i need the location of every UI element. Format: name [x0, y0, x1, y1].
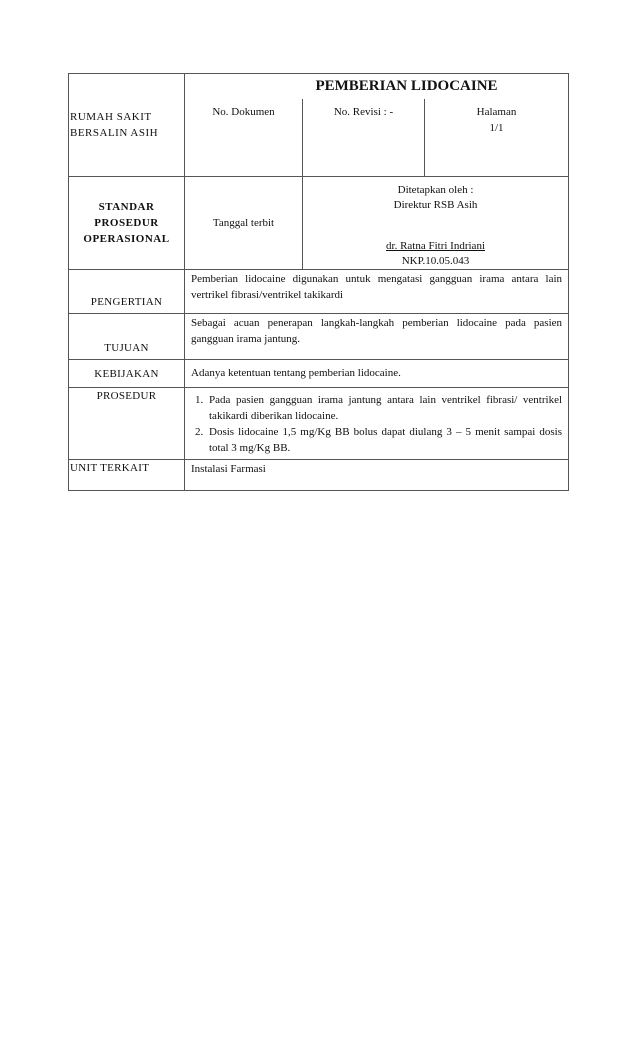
kebijakan-text: Adanya ketentuan tentang pemberian lidocaine.: [191, 366, 401, 379]
approver-nkp: NKP.10.05.043: [401, 255, 470, 267]
tujuan-text: Sebagai acuan penerapan langkah-langkah pemberian lidocaine pada pasien gangguan irama jantung.: [191, 317, 563, 345]
sop-document-table: [68, 73, 569, 491]
tujuan-content: [185, 314, 569, 360]
tujuan-label: TUJUAN: [69, 314, 185, 360]
approval-line-1: Ditetapkan oleh :: [397, 184, 474, 196]
kebijakan-content: [185, 360, 569, 388]
sop-label-line-3: OPERASIONAL: [83, 233, 170, 245]
revision-label: No. Revisi : -: [333, 106, 394, 118]
document-number-label: No. Dokumen: [212, 106, 275, 118]
hospital-line-1: RUMAH SAKIT: [70, 111, 152, 123]
prosedur-step-1: 1. Pada pasien gangguan irama jantung antara lain ventrikel fibrasi/ ventrikel takikardi diberikan lidocaine.: [206, 392, 562, 424]
sop-label: [69, 177, 185, 270]
approval-line-2: Direktur RSB Asih: [393, 199, 478, 211]
page-label: Halaman: [476, 106, 517, 118]
prosedur-label: PROSEDUR: [69, 388, 185, 460]
issue-date-cell: [185, 177, 303, 270]
pengertian-content: [185, 270, 569, 314]
approval-cell: [303, 177, 569, 270]
prosedur-content: [185, 388, 569, 460]
hospital-line-2: BERSALIN ASIH: [70, 127, 159, 139]
pengertian-text: Pemberian lidocaine digunakan untuk mengatasi gangguan irama antara lain vertrikel fibrasi/ventrikel takikardi: [191, 273, 563, 301]
sop-label-line-2: PROSEDUR: [94, 217, 159, 229]
page-value: 1/1: [489, 122, 504, 134]
document-number-cell: [185, 99, 303, 177]
revision-cell: [303, 99, 425, 177]
document-title: PEMBERIAN LIDOCAINE: [185, 74, 569, 100]
kebijakan-label: KEBIJAKAN: [69, 360, 185, 388]
unit-terkait-content: [185, 460, 569, 491]
pengertian-label: PENGERTIAN: [69, 270, 185, 314]
prosedur-steps: [191, 392, 562, 456]
page-cell: [425, 99, 569, 177]
unit-terkait-label: UNIT TERKAIT: [69, 460, 185, 491]
unit-terkait-text: Instalasi Farmasi: [191, 463, 266, 475]
approver-name: dr. Ratna Fitri Indriani: [386, 240, 485, 252]
hospital-name: [69, 74, 185, 177]
issue-date-label: Tanggal terbit: [212, 217, 275, 229]
sop-label-line-1: STANDAR: [98, 201, 155, 213]
prosedur-step-2: 2. Dosis lidocaine 1,5 mg/Kg BB bolus dapat diulang 3 – 5 menit sampai dosis total 3 mg/Kg BB.: [206, 424, 562, 456]
